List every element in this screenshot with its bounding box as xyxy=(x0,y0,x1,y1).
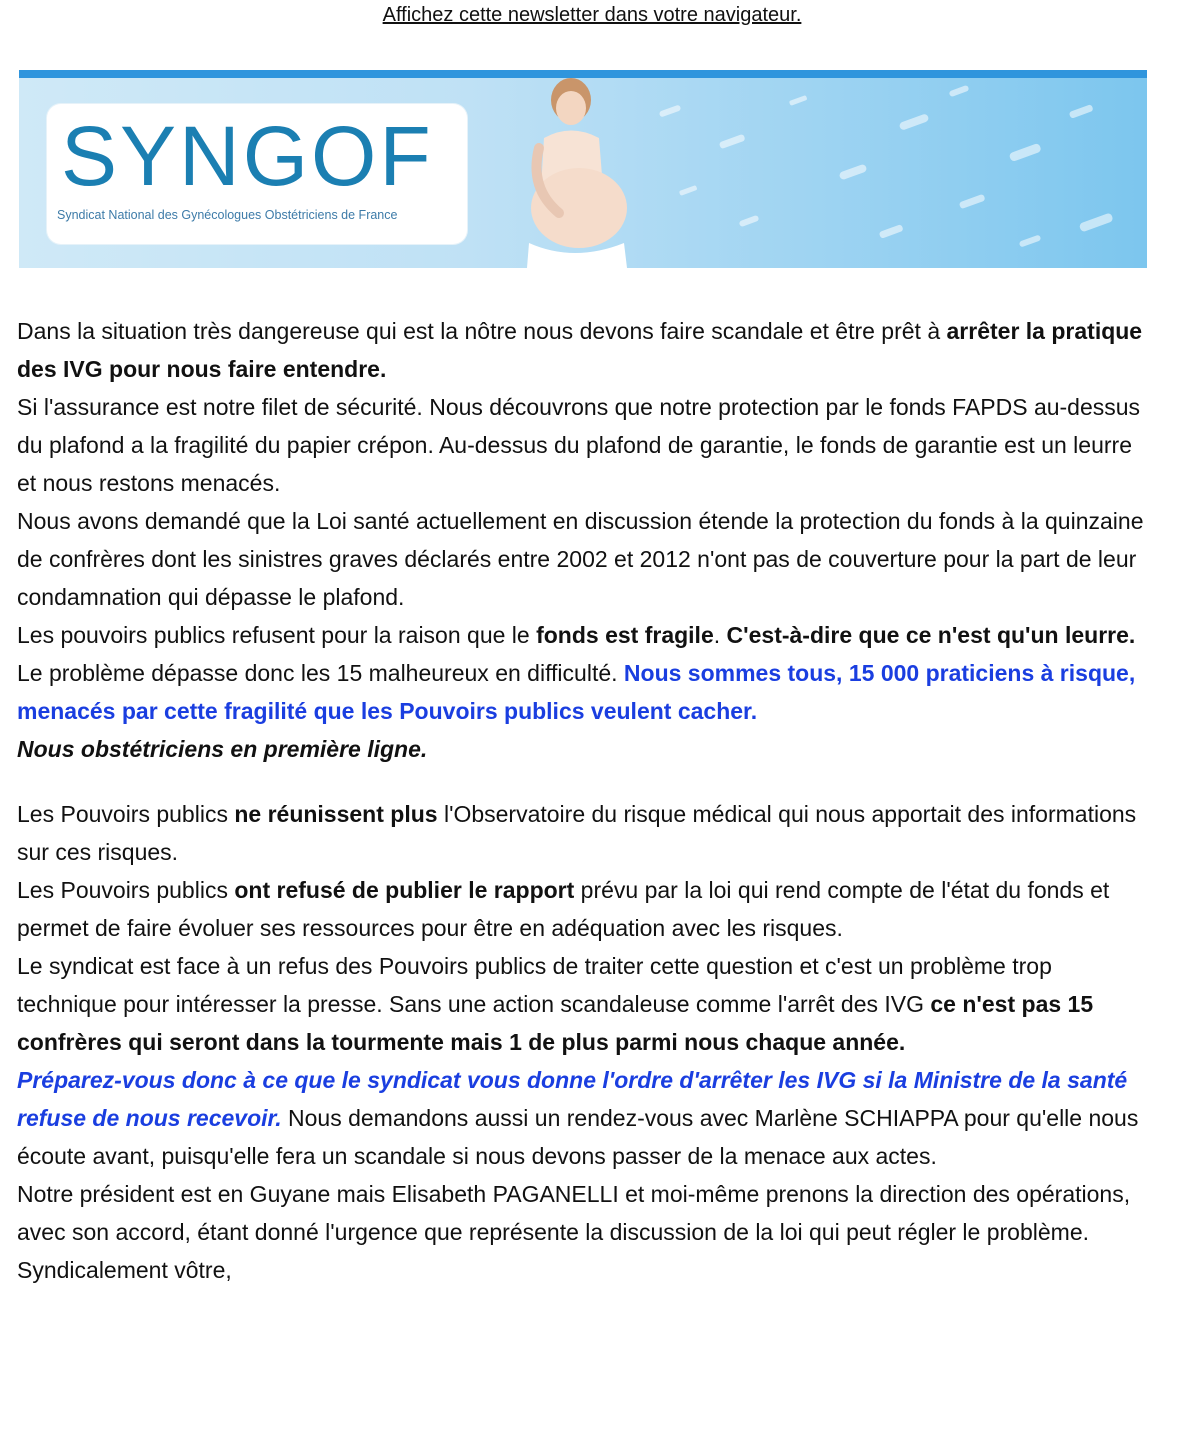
logo-tagline: Syndicat National des Gynécologues Obstétriciens de France xyxy=(57,208,398,222)
paragraph-4: Les pouvoirs publics refusent pour la raison que le fonds est fragile. C'est-à-dire que ce n'est qu'un leurre. Le problème dépasse donc les 15 malheureux en difficulté. Nous sommes tous, 15 000 praticiens à risque, menacés par cette fragilité que les Pouvoirs publics veulent cacher. xyxy=(17,622,1136,724)
syngof-logo xyxy=(47,104,467,244)
logo-wordmark: SYNGOF xyxy=(61,109,434,203)
view-in-browser-row xyxy=(0,0,1184,34)
paragraph-7: Les Pouvoirs publics ont refusé de publier le rapport prévu par la loi qui rend compte de l'état du fonds et permet de faire évoluer ses ressources pour être en adéquation avec les risques. xyxy=(17,877,1110,941)
paragraph-5: Nous obstétriciens en première ligne. xyxy=(17,736,428,762)
highlight-blue-italic: Préparez-vous donc à ce que le syndicat vous donne l'ordre d'arrêter les IVG si la Ministre de la santé refuse de nous recevoir. xyxy=(17,1067,1128,1131)
newsletter-banner xyxy=(19,70,1147,268)
closing-line: Syndicalement vôtre, xyxy=(17,1257,232,1283)
paragraph-10: Notre président est en Guyane mais Elisabeth PAGANELLI et moi-même prenons la direction des opérations, avec son accord, étant donné l'urgence que représente la discussion de la loi qui peut régler le problème. xyxy=(17,1181,1131,1245)
paragraph-1: Dans la situation très dangereuse qui est la nôtre nous devons faire scandale et être prêt à arrêter la pratique des IVG pour nous faire entendre. xyxy=(17,318,1143,382)
highlight-blue: Nous sommes tous, 15 000 praticiens à risque, menacés par cette fragilité que les Pouvoirs publics veulent cacher. xyxy=(17,660,1136,724)
paragraph-3: Nous avons demandé que la Loi santé actuellement en discussion étende la protection du fonds à la quinzaine de confrères dont les sinistres graves déclarés entre 2002 et 2012 n'ont pas de couverture pour la part de leur condamnation qui dépasse le plafond. xyxy=(17,508,1144,610)
paragraph-2: Si l'assurance est notre filet de sécurité. Nous découvrons que notre protection par le fonds FAPDS au-dessus du plafond a la fragilité du papier crépon. Au-dessus du plafond de garantie, le fonds de garantie est un leurre et nous restons menacés. xyxy=(17,394,1141,496)
pregnant-woman-illustration xyxy=(499,78,649,268)
view-in-browser-link[interactable]: Affichez cette newsletter dans votre navigateur. xyxy=(382,4,802,26)
paragraph-8: Le syndicat est face à un refus des Pouvoirs publics de traiter cette question et c'est un problème trop technique pour intéresser la presse. Sans une action scandaleuse comme l'arrêt des IVG ce n'est pas 15 confrères qui seront dans la tourmente mais 1 de plus parmi nous chaque année. xyxy=(17,953,1094,1055)
paragraph-6: Les Pouvoirs publics ne réunissent plus l'Observatoire du risque médical qui nous apportait des informations sur ces risques. xyxy=(17,801,1137,865)
paragraph-9: Préparez-vous donc à ce que le syndicat vous donne l'ordre d'arrêter les IVG si la Ministre de la santé refuse de nous recevoir. Nous demandons aussi un rendez-vous avec Marlène SCHIAPPA pour qu'elle nous écoute avant, puisqu'elle fera un scandale si nous devons passer de la menace aux actes. xyxy=(17,1067,1139,1169)
newsletter-body xyxy=(17,312,1147,1289)
paragraph-gap xyxy=(17,768,1147,795)
